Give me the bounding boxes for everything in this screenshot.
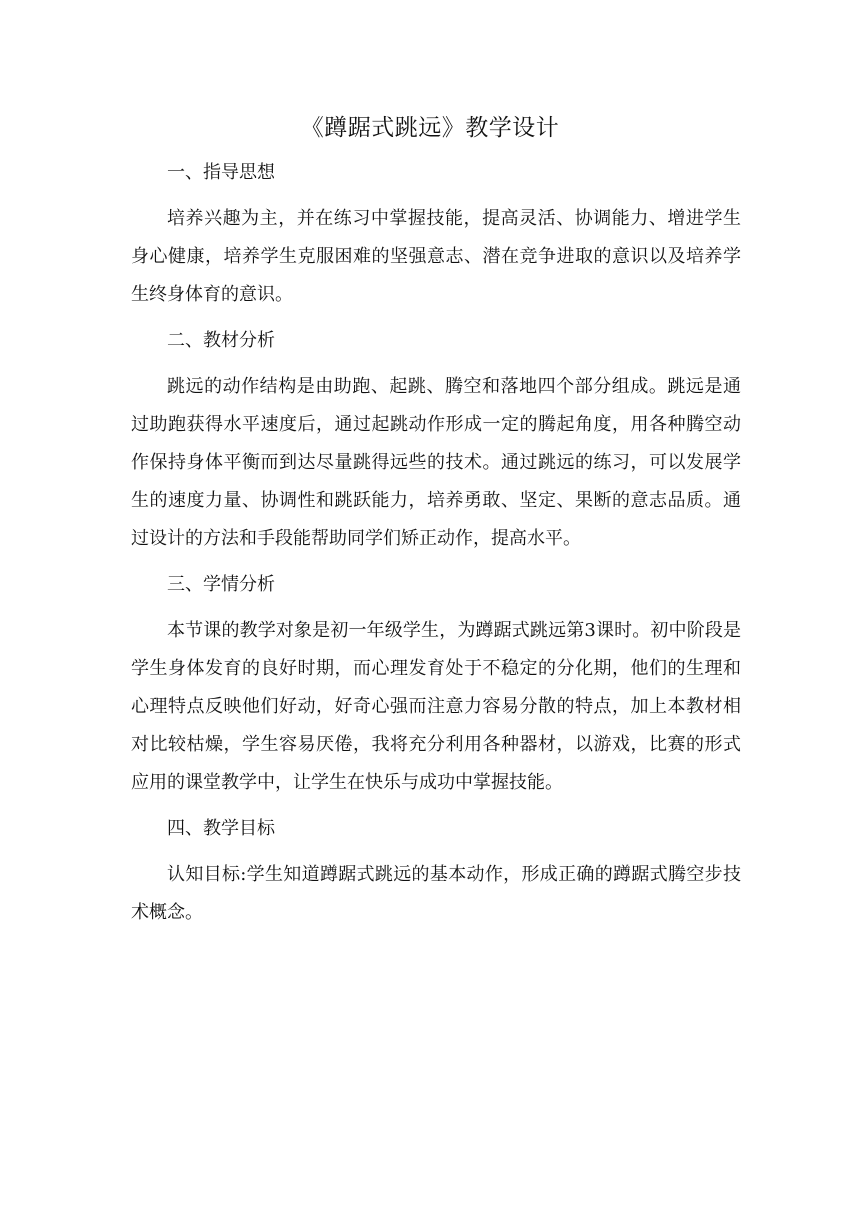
document-body [131, 154, 741, 940]
section-heading-material-analysis: 二、教材分析 [167, 330, 275, 351]
section-paragraph-teaching-objectives: 认知目标:学生知道蹲踞式跳远的基本动作，形成正确的蹲踞式腾空步技术概念。 [131, 864, 741, 923]
section-heading-teaching-objectives: 四、教学目标 [167, 818, 275, 839]
document-title: 《蹲踞式跳远》教学设计 [300, 115, 560, 141]
section-paragraph-student-analysis: 本节课的教学对象是初一年级学生，为蹲踞式跳远第3课时。初中阶段是学生身体发育的良好时期，而心理发育处于不稳定的分化期，他们的生理和心理特点反映他们好动，好奇心强而注意力容易分散的特点，加上本教材相对比较枯燥，学生容易厌倦，我将充分利用各种器材，以游戏，比赛的形式应用的课堂教学中，让学生在快乐与成功中掌握技能。 [131, 620, 741, 793]
section-paragraph-guiding-ideology: 培养兴趣为主，并在练习中掌握技能，提高灵活、协调能力、增进学生身心健康，培养学生克服困难的坚强意志、潜在竞争进取的意识以及培养学生终身体育的意识。 [131, 208, 741, 305]
section-heading-guiding-ideology: 一、指导思想 [167, 162, 275, 183]
section-paragraph-material-analysis: 跳远的动作结构是由助跑、起跳、腾空和落地四个部分组成。跳远是通过助跑获得水平速度后，通过起跳动作形成一定的腾起角度，用各种腾空动作保持身体平衡而到达尽量跳得远些的技术。通过跳远的练习，可以发展学生的速度力量、协调性和跳跃能力，培养勇敢、坚定、果断的意志品质。通过设计的方法和手段能帮助同学们矫正动作，提高水平。 [131, 376, 741, 549]
section-heading-student-analysis: 三、学情分析 [167, 574, 275, 595]
